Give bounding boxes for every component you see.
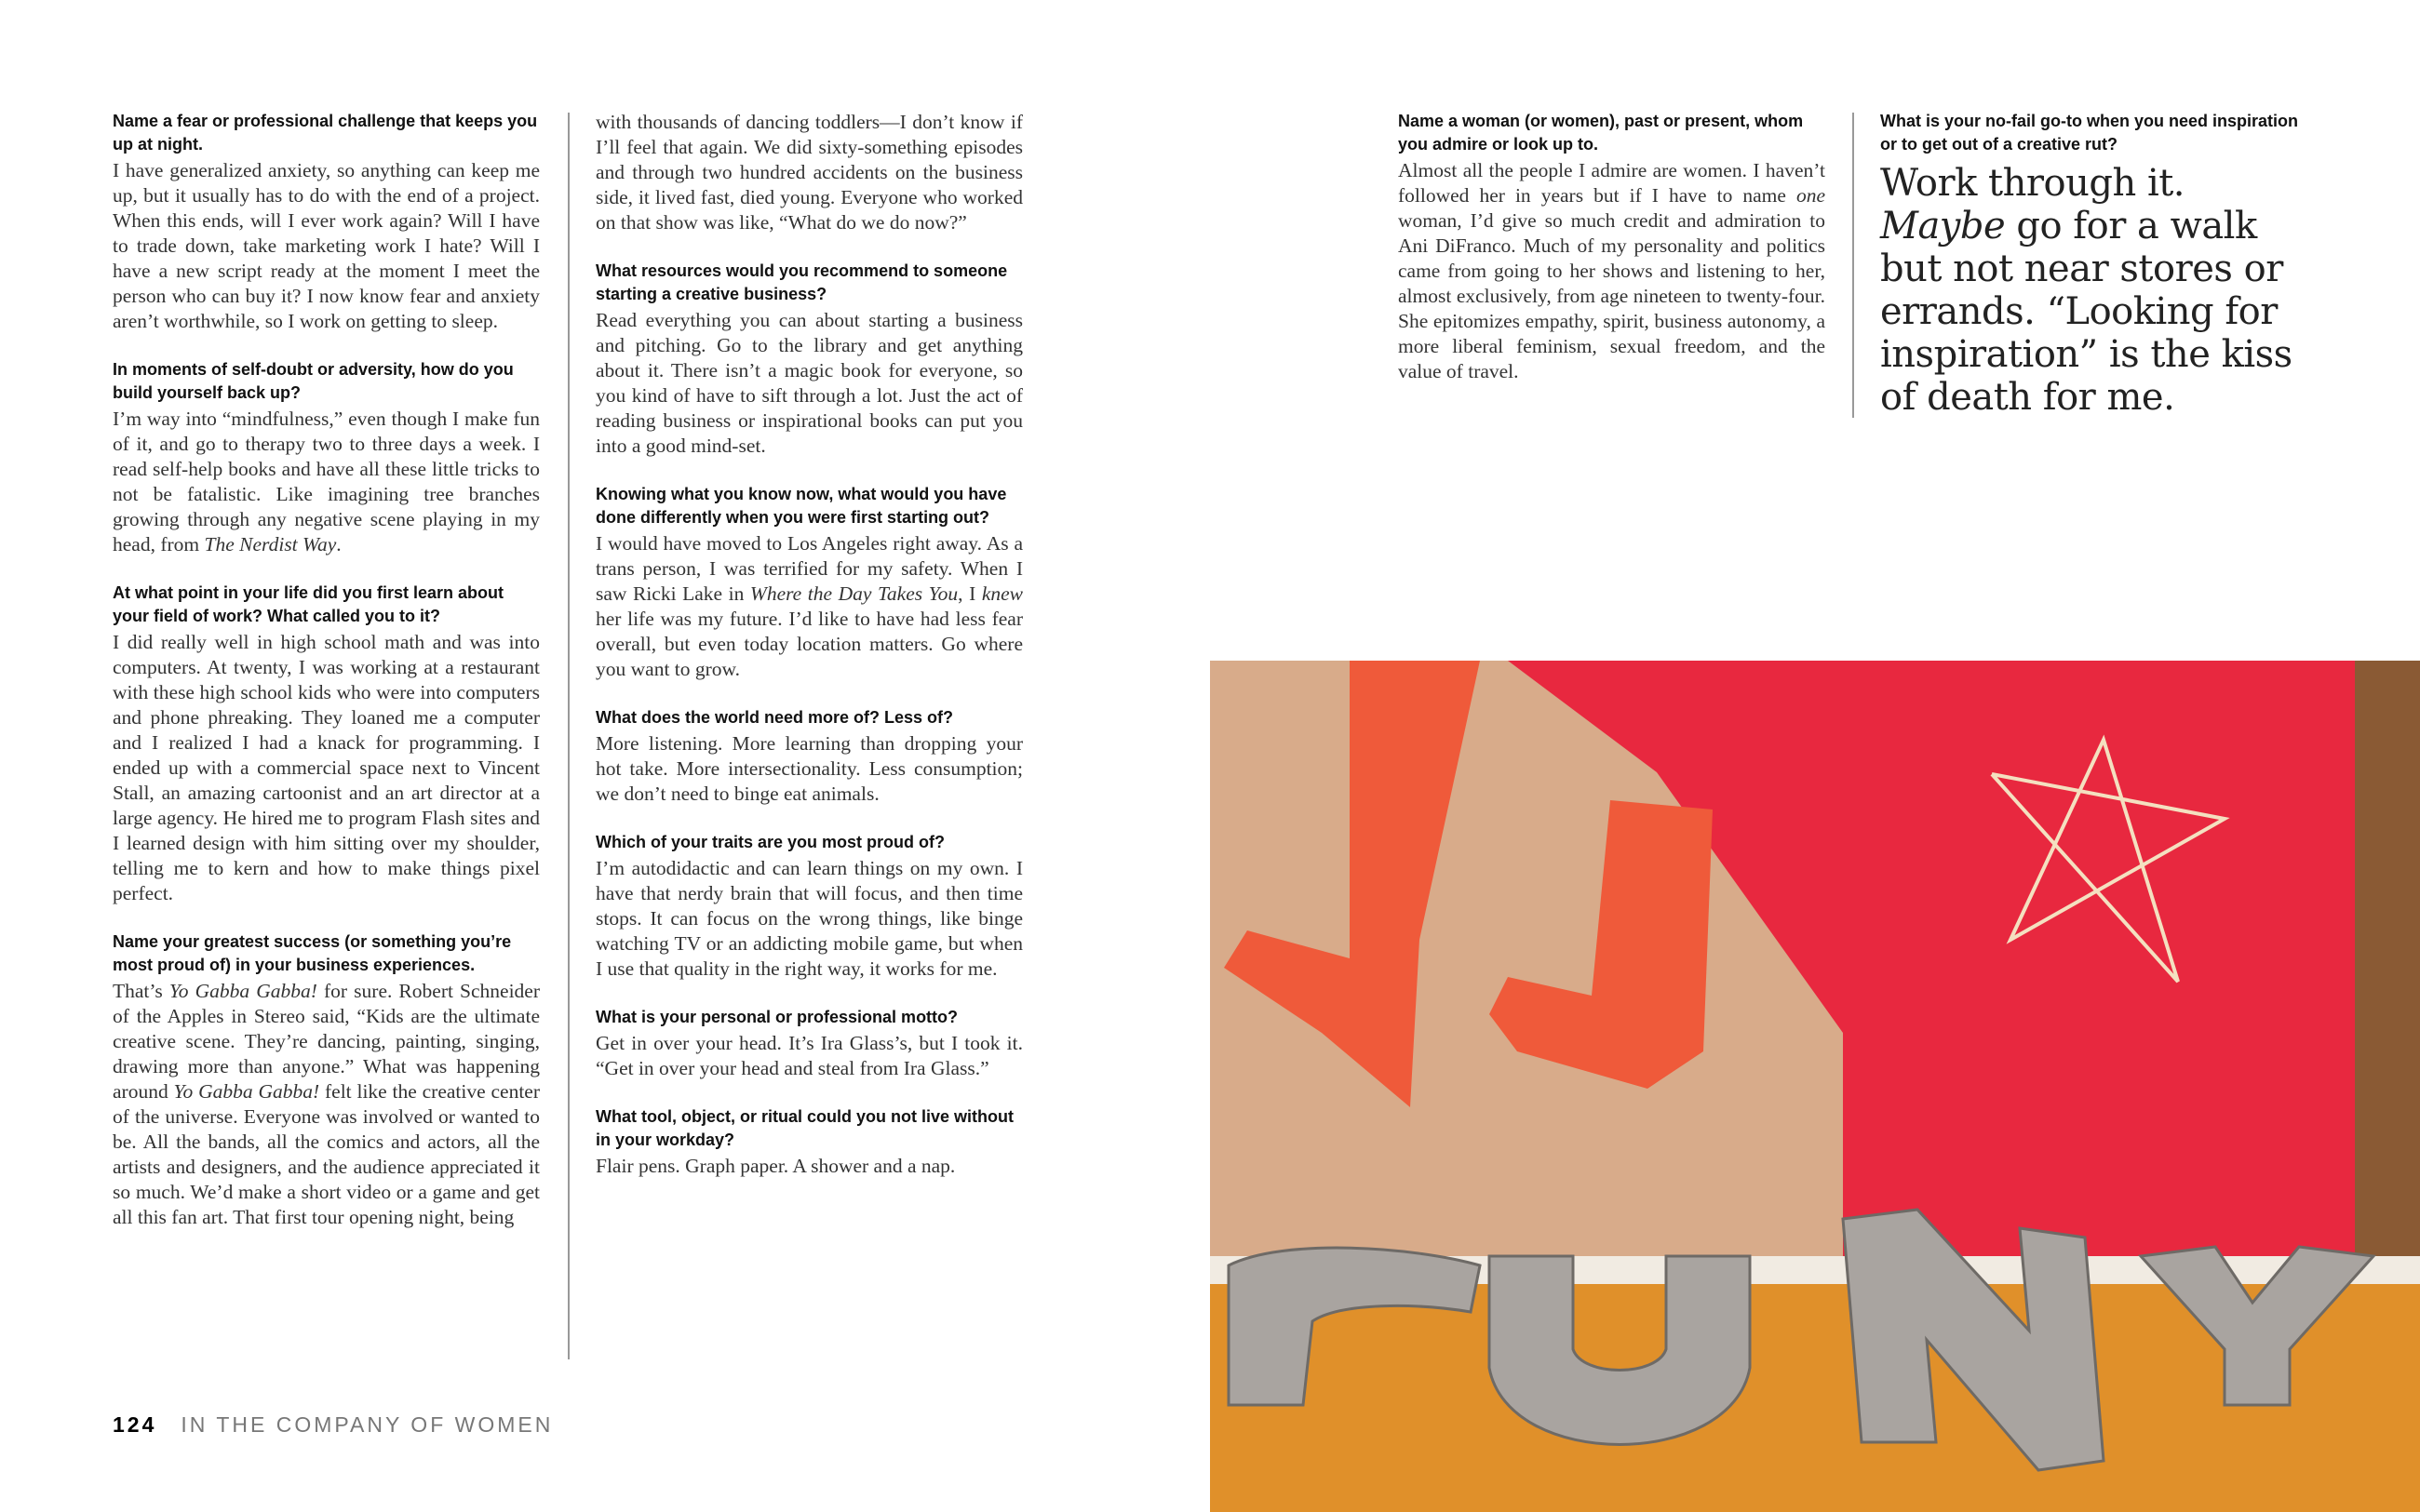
film-title: Where the Day Takes You <box>749 582 959 605</box>
answer: Get in over your head. It’s Ira Glass’s, but I took it. “Get in over your head and steal from Ira Glass.” <box>596 1032 1023 1079</box>
answer: Read everything you can about starting a business and pitching. Go to the library and get anything about it. There isn’t a magic book for everyone, so you kind of have to sift through a lot. Just the act of reading business or inspirational books can put you into a good mind-set. <box>596 309 1023 457</box>
answer-text: . <box>336 533 342 555</box>
column-divider <box>568 113 570 1359</box>
answer-text: her life was my future. I’d like to have had less fear overall, but even today location matters. Go where you want to grow. <box>596 608 1023 680</box>
answer-text: for sure. Robert Schneider of the Apples in Stereo said, “Kids are the ultimate creative scene. They’re dancing, painting, singing, drawing more than anyone.” What was happening around <box>113 980 540 1103</box>
answer: I’m autodidactic and can learn things on my own. I have that nerdy brain that will focus, and then time stops. It can focus on the wrong things, like binge watching TV or an addicting mobile game, but when I use that quality in the right way, it works for me. <box>596 857 1023 980</box>
question: In moments of self-doubt or adversity, how do you build yourself back up? <box>113 360 514 402</box>
question: What is your personal or professional motto? <box>596 1008 959 1026</box>
question: Which of your traits are you most proud of? <box>596 833 946 851</box>
answer <box>113 979 540 1230</box>
quote-text: Work through it. <box>1880 162 2185 205</box>
answer-text: I would have moved to Los Angeles right away. As a trans person, I was terrified for my safety. When I saw Ricki Lake in <box>596 532 1023 605</box>
show-title: Yo Gabba Gabba! <box>173 1080 320 1103</box>
emphasis: Maybe <box>1880 205 2006 248</box>
photo-mural-with-metal-letters <box>1210 661 2420 1512</box>
column-divider <box>1852 113 1854 418</box>
book-title: The Nerdist Way <box>204 533 337 555</box>
answer-continued: with thousands of dancing toddlers—I don’t know if I’ll feel that again. We did sixty-something episodes and through two hundred accidents on the business side, it lived fast, died young. Everyone who worked on that show was like, “What do we do now?” <box>596 111 1023 234</box>
column-3 <box>1398 110 1825 408</box>
running-title: IN THE COMPANY OF WOMEN <box>181 1412 554 1437</box>
answer: I have generalized anxiety, so anything can keep me up, but it usually has to do with the end of a project. When this ends, will I ever work again? Will I have to trade down, take marketing work I hate? Will I have a new script ready at the moment I meet the person who can buy it? I now know fear and anxiety aren’t worthwhile, so I work on getting to sleep. <box>113 159 540 332</box>
answer-text: Almost all the people I admire are women. I haven’t followed her in years but if I have to name <box>1398 159 1825 207</box>
answer-text: I’m way into “mindfulness,” even though I make fun of it, and go to therapy two to three days a week. I read self-help books and have all these little tricks to not be fatalistic. Like imagining tree branches growing through any negative scene playing in my head, from <box>113 408 540 555</box>
question: Name your greatest success (or something you’re most proud of) in your business experiences. <box>113 932 512 974</box>
photo-wood-edge <box>2355 661 2420 1256</box>
question: Name a woman (or women), past or present, whom you admire or look up to. <box>1398 112 1804 154</box>
answer <box>113 407 540 557</box>
emphasis: knew <box>981 582 1023 605</box>
page-number: 124 <box>113 1412 157 1437</box>
question: Name a fear or professional challenge that keeps you up at night. <box>113 112 538 154</box>
answer-text: That’s <box>113 980 169 1002</box>
answer: More listening. More learning than dropping your hot take. More intersectionality. Less consumption; we don’t need to binge eat animals. <box>596 732 1023 805</box>
answer-text: , I <box>958 582 982 605</box>
question: Knowing what you know now, what would you have done differently when you were first starting out? <box>596 485 1007 527</box>
answer <box>596 531 1023 682</box>
question: What is your no-fail go-to when you need inspiration or to get out of a creative rut? <box>1880 112 2298 154</box>
question: What resources would you recommend to someone starting a creative business? <box>596 261 1008 303</box>
answer-text: felt like the creative center of the universe. Everyone was involved or wanted to be. All the bands, all the comics and actors, all the artists and designers, and the audience appreciated it so much. We’d make a short video or a game and get all this fan art. That first tour opening night, being <box>113 1080 540 1228</box>
answer: Flair pens. Graph paper. A shower and a nap. <box>596 1155 956 1177</box>
pull-quote <box>1880 162 2307 419</box>
answer <box>1398 158 1825 384</box>
question: What tool, object, or ritual could you not live without in your workday? <box>596 1107 1014 1149</box>
column-1 <box>113 110 540 1254</box>
question: What does the world need more of? Less of? <box>596 708 954 727</box>
answer: I did really well in high school math and was into computers. At twenty, I was working at a restaurant with these high school kids who were into computers and phone phreaking. They loaned me a computer and I realized I had a knack for programming. I ended up with a commercial space next to Vincent Stall, an amazing cartoonist and an art director at a large agency. He hired me to program Flash sites and I learned design with him sitting over my shoulder, telling me to kern and how to make things pixel perfect. <box>113 631 540 904</box>
column-4 <box>1880 110 2307 419</box>
question: At what point in your life did you first learn about your field of work? What called you to it? <box>113 583 504 625</box>
show-title: Yo Gabba Gabba! <box>168 980 317 1002</box>
quote-text: go for a walk but not near stores or errands. “Looking for inspiration” is the kiss of death for me. <box>1880 205 2292 419</box>
emphasis: one <box>1795 184 1825 207</box>
answer-text: woman, I’d give so much credit and admiration to Ani DiFranco. Much of my personality and politics came from going to her shows and listening to her, almost exclusively, from age nineteen to twenty-four. She epitomizes empathy, spirit, business autonomy, a more liberal feminism, sexual freedom, and the value of travel. <box>1398 209 1825 382</box>
page-footer <box>113 1412 553 1438</box>
column-2 <box>596 110 1023 1203</box>
